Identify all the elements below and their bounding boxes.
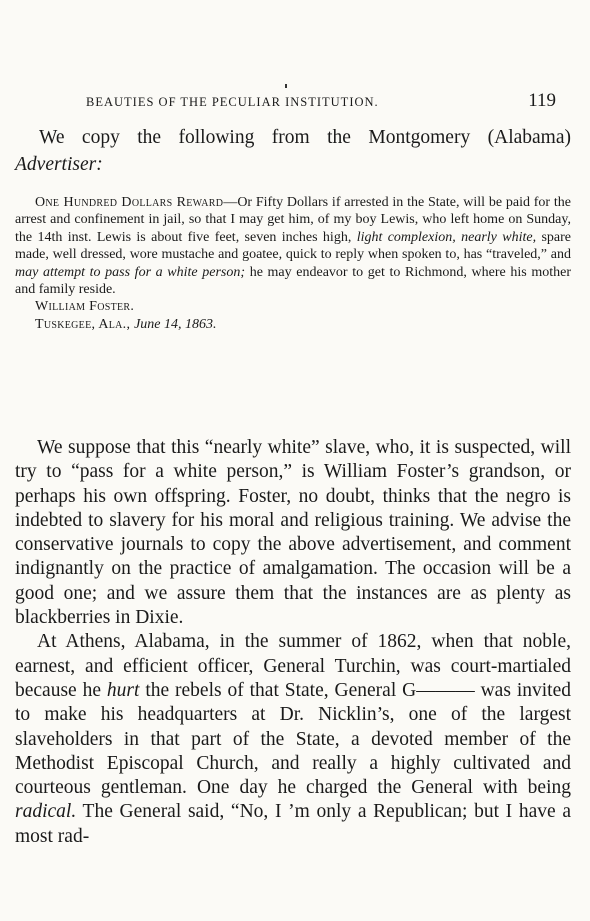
advertisement-quote (15, 194, 571, 333)
advertisement-dateline (15, 316, 571, 333)
advertisement-text-3: he may endeavor to get to Richmond, where his mother and family reside. (15, 264, 571, 298)
advertisement-signature: William Foster. (35, 299, 135, 315)
advertisement-place: Tuskegee, Ala., (35, 316, 135, 332)
p2-text-1: At Athens, Alabama, in the summer of 1862, when that noble, earnest, and efficient officer, General Turchin, was court-martialed because he (15, 631, 571, 701)
page-header (86, 90, 556, 112)
advertisement-italic-1: light complexion, nearly white, (356, 229, 537, 245)
p2-text-2: the rebels of that State, General G——— was invited to make his headquarters at Dr. Nicklin’s, one of the largest slaveholders in that part of the State, a devoted member of the Methodist Episcopal Church, and really a highly cultivated and courteous gentleman. One day he charged the General with being (15, 679, 571, 799)
p2-text-3: The General said, “No, I ’m only a Republican; but I have a most rad- (15, 801, 571, 847)
intro-text: We copy the following from the Montgomery (Alabama) (39, 127, 571, 148)
running-head: BEAUTIES OF THE PECULIAR INSTITUTION. (86, 95, 379, 109)
advertisement-date: June 14, 1863. (134, 316, 217, 332)
advertisement-text-1: —Or Fifty Dollars if arrested in the State, will be paid for the arrest and confinement in jail, so that I may get him, of my boy Lewis, who left home on Sunday, the 14th inst. Lewis is about five feet, seven inches high, (15, 195, 571, 245)
body-paragraph-2 (15, 630, 571, 849)
advertisement-body (15, 194, 571, 298)
intro-source: Advertiser: (15, 154, 103, 175)
body-paragraph-1: We suppose that this “nearly white” slave, who, it is suspected, will try to “pass for a white person,” is William Foster’s grandson, or perhaps his own offspring. Foster, no doubt, thinks that the negro is indebted to slavery for his moral and religious training. We advise the conservative journals to copy the above advertisement, and comment indignantly on the practice of amalgamation. The occasion will be a good one; and we assure them that the instances are as plenty as blackberries in Dixie. (15, 437, 571, 629)
advertisement-heading: One Hundred Dollars Reward (35, 195, 224, 210)
ornament-mark (285, 84, 287, 88)
p2-italic-1: hurt (106, 679, 140, 701)
body-text (15, 436, 571, 849)
intro-paragraph (15, 124, 571, 178)
advertisement-text-2: spare made, well dressed, wore mustache and goatee, quick to reply when spoken to, has “traveled,” and (15, 229, 571, 263)
advertisement-italic-2: may attempt to pass for a white person; (15, 264, 246, 280)
p2-italic-2: radical. (15, 801, 77, 823)
page-number: 119 (528, 90, 556, 111)
